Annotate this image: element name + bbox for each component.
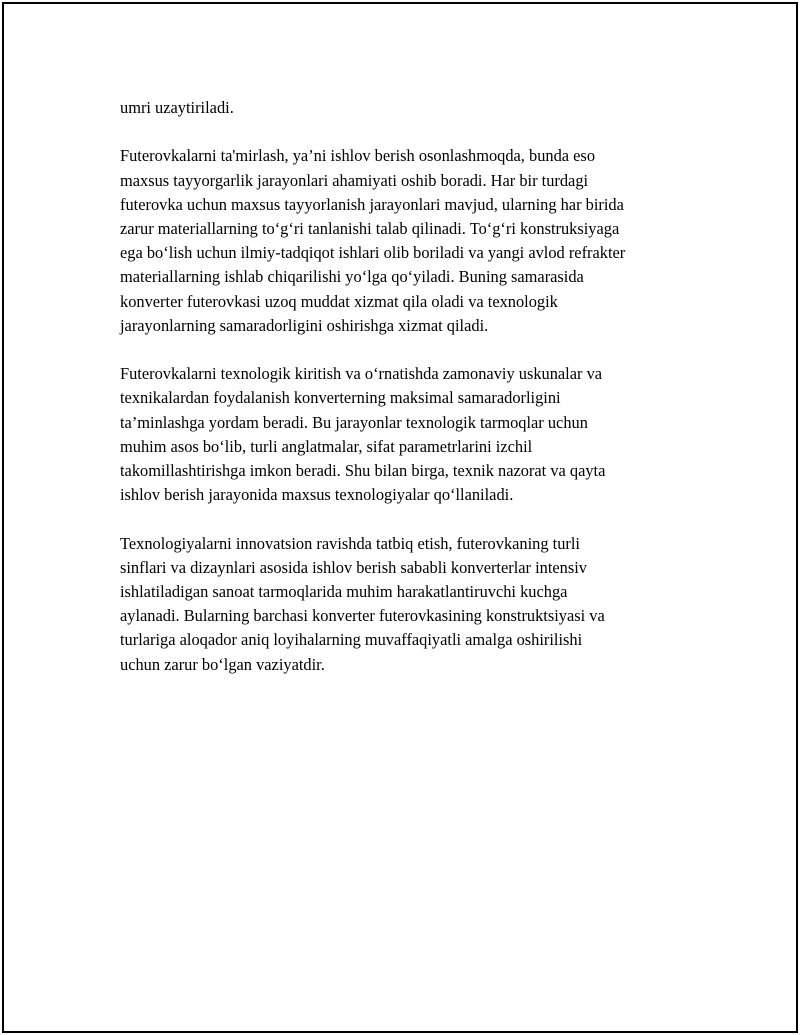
- text-line: materiallarning ishlab chiqarilishi yo‘lga qo‘yiladi. Buning samarasida: [120, 267, 584, 287]
- text-line: umri uzaytiriladi.: [120, 98, 234, 117]
- text-line: uchun zarur bo‘lgan vaziyatdir.: [120, 654, 325, 674]
- text-line: Futerovkalarni texnologik kiritish va o‘rnatishda zamonaviy uskunalar va: [120, 364, 603, 384]
- text-line: muhim asos bo‘lib, turli anglatmalar, sifat parametrlarini izchil: [120, 436, 533, 456]
- text-line: Futerovkalarni ta'mirlash, ya’ni ishlov berish osonlashmoqda, bunda eso: [120, 146, 596, 166]
- text-line: texnikalardan foydalanish konverterning maksimal samaradorligini: [120, 388, 561, 408]
- document-body: [120, 96, 700, 701]
- text-line: takomillashtirishga imkon beradi. Shu bilan birga, texnik nazorat va qayta: [120, 461, 606, 481]
- text-line: turlariga aloqador aniq loyihalarning muvaffaqiyatli amalga oshirilishi: [120, 630, 583, 650]
- text-line: maxsus tayyorgarlik jarayonlari ahamiyati oshib boradi. Har bir turdagi: [120, 170, 589, 190]
- text-line: futerovka uchun maxsus tayyorlanish jarayonlari mavjud, ularning har birida: [120, 194, 624, 214]
- paragraph-1: [120, 96, 700, 120]
- paragraph-2: [120, 144, 700, 338]
- text-line: ega bo‘lish uchun ilmiy-tadqiqot ishlari olib boriladi va yangi avlod refrakter: [120, 243, 626, 263]
- text-line: aylanadi. Bularning barchasi konverter futerovkasining konstruktsiyasi va: [120, 606, 605, 626]
- text-line: Texnologiyalarni innovatsion ravishda tatbiq etish, futerovkaning turli: [120, 533, 580, 553]
- text-line: sinflari va dizaynlari asosida ishlov berish sababli konverterlar intensiv: [120, 557, 588, 577]
- text-line: ishlatiladigan sanoat tarmoqlarida muhim harakatlantiruvchi kuchga: [120, 582, 568, 602]
- text-line: zarur materiallarning to‘g‘ri tanlanishi talab qilinadi. To‘g‘ri konstruksiyaga: [120, 219, 620, 238]
- document-page: [2, 2, 798, 1033]
- text-line: ishlov berish jarayonida maxsus texnologiyalar qo‘llaniladi.: [120, 485, 514, 505]
- text-line: konverter futerovkasi uzoq muddat xizmat qila oladi va texnologik: [120, 291, 558, 311]
- text-line: ta’minlashga yordam beradi. Bu jarayonlar texnologik tarmoqlar uchun: [120, 412, 588, 432]
- paragraph-4: [120, 532, 700, 677]
- text-line: jarayonlarning samaradorligini oshirishga xizmat qiladi.: [120, 315, 489, 335]
- paragraph-3: [120, 362, 700, 507]
